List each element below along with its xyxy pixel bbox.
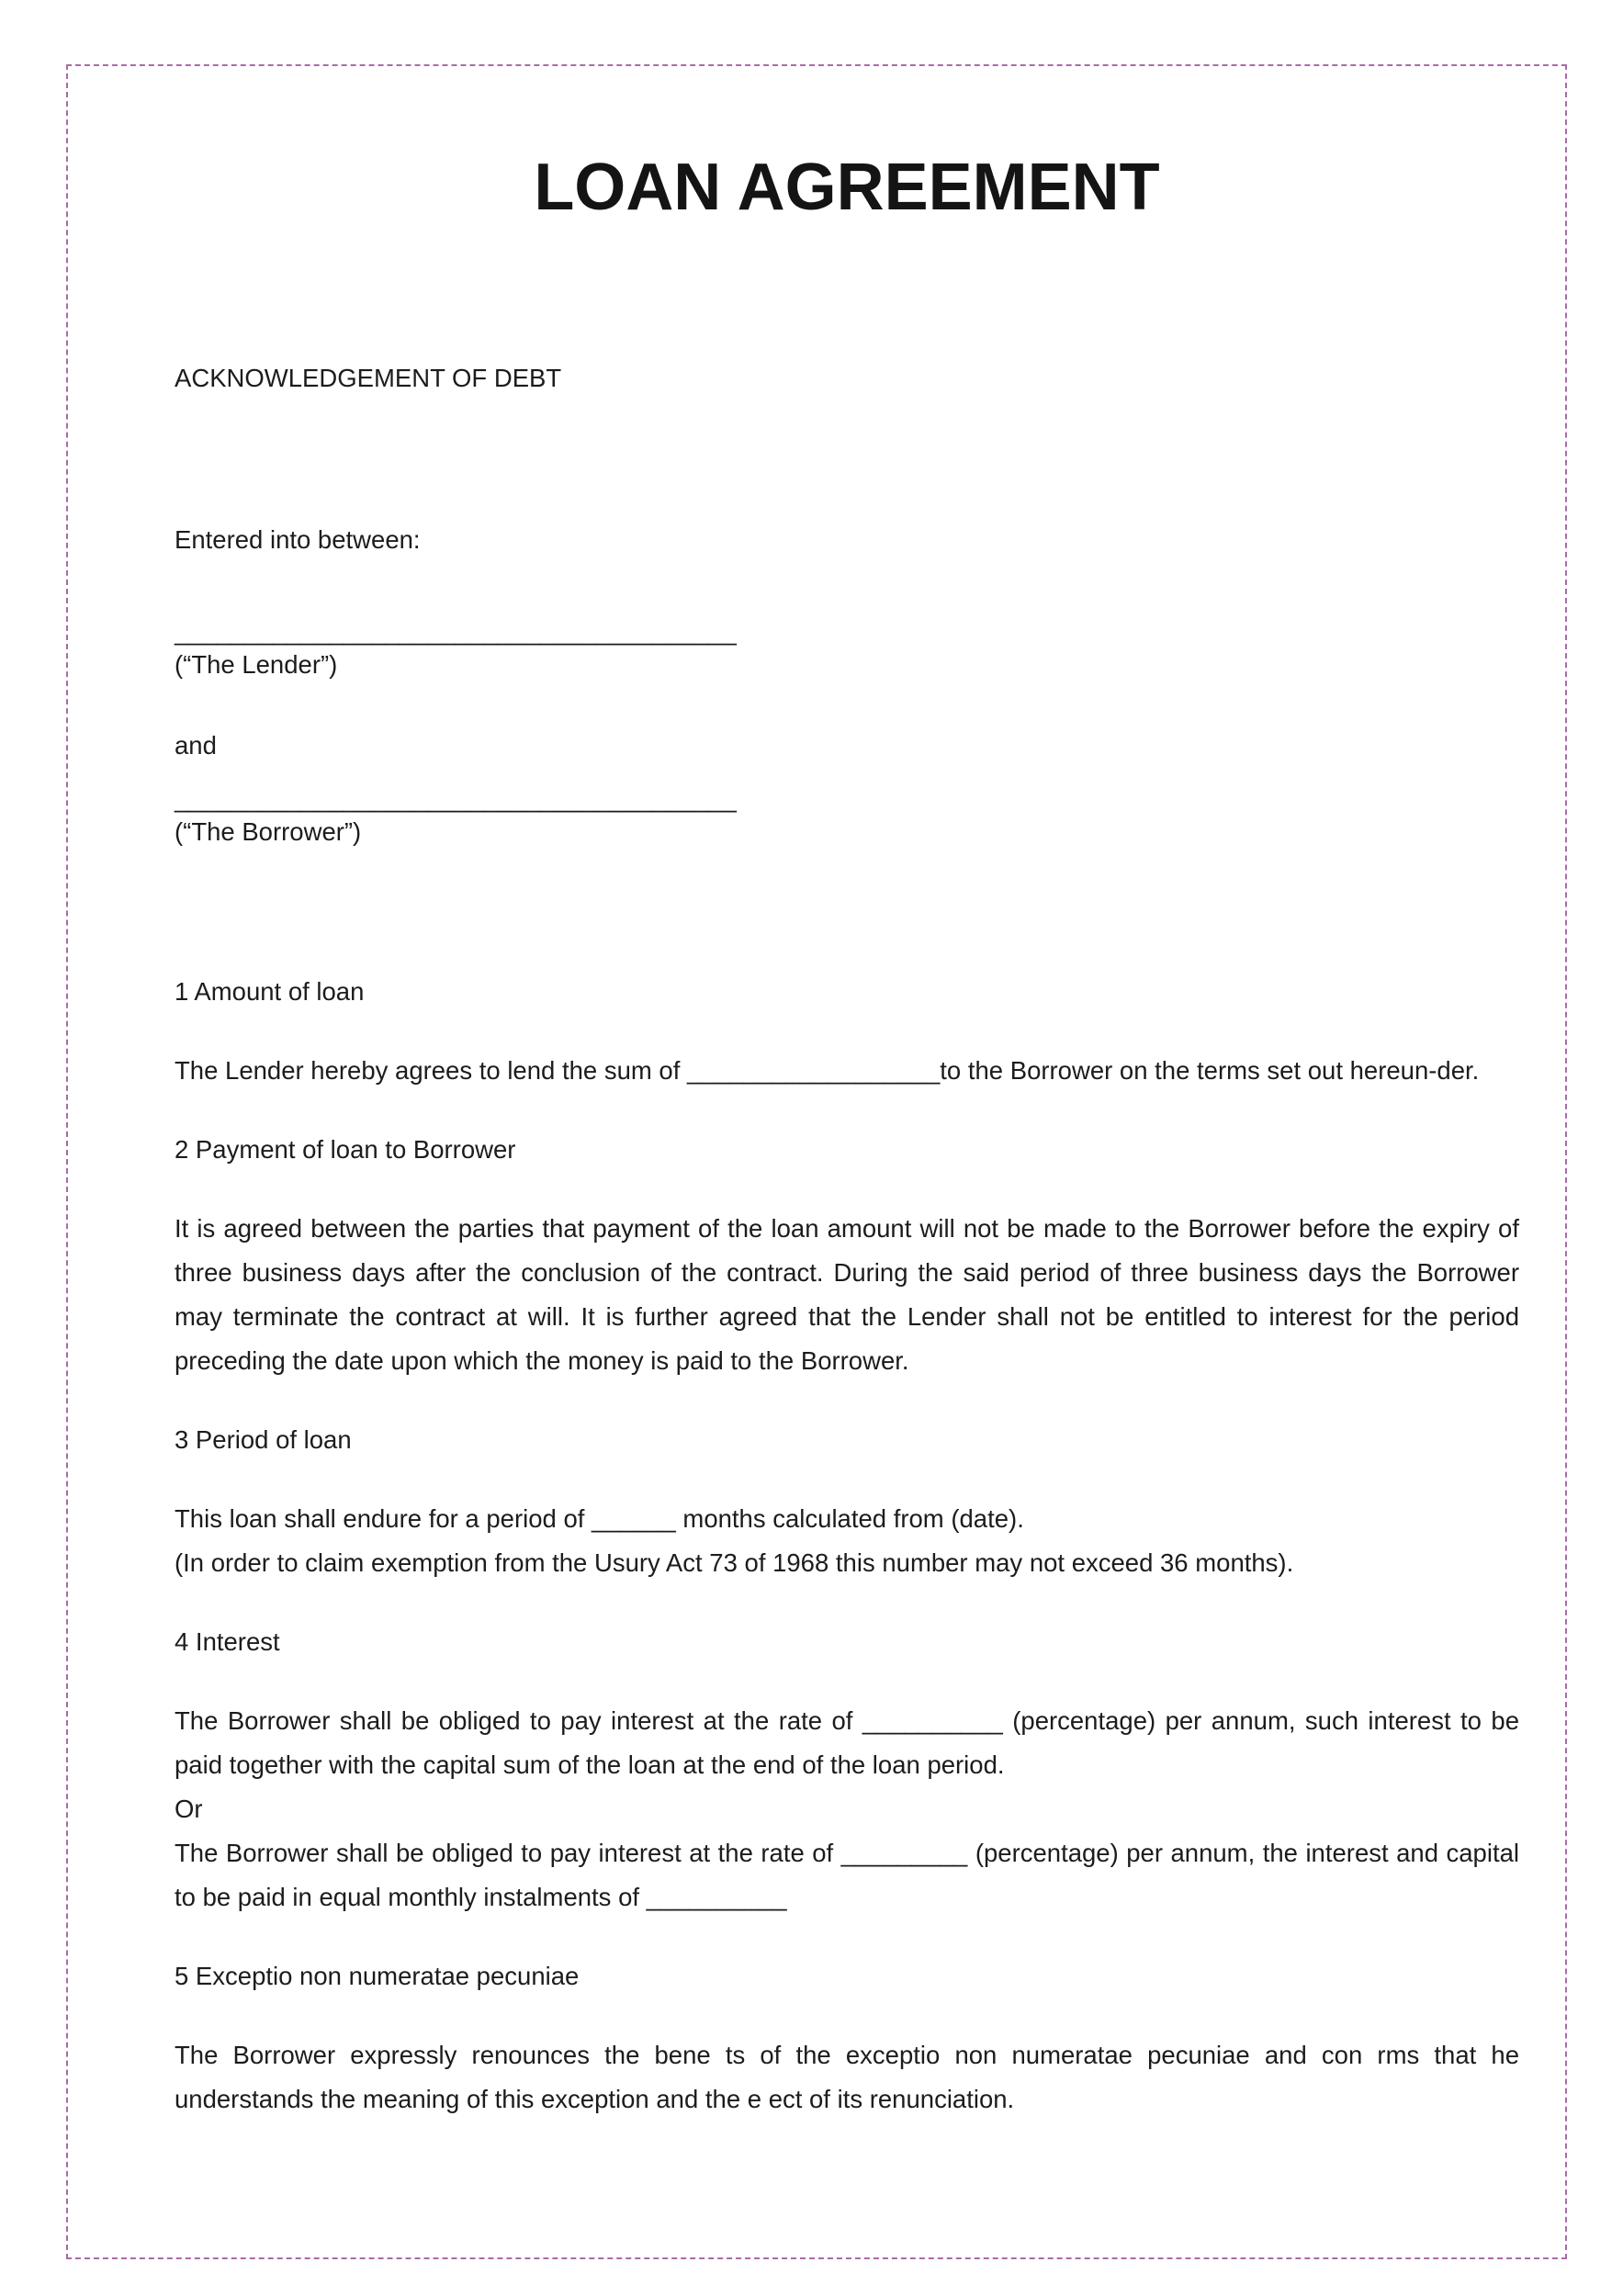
section-3-heading: 3 Period of loan: [175, 1425, 352, 1454]
and-connector: and: [175, 731, 217, 760]
section-interest: [175, 1620, 1519, 1919]
section-4-or: Or: [175, 1795, 203, 1823]
section-2-heading: 2 Payment of loan to Borrower: [175, 1135, 516, 1164]
section-1-paragraph: The Lender hereby agrees to lend the sum of __________________to the Borrower on the terms set out hereun-der.: [175, 1056, 1480, 1085]
section-2-paragraph: It is agreed between the parties that payment of the loan amount will not be made to the Borrower before the expiry of three business days after the conclusion of the contract. During the said period of three business days the Borrower may terminate the contract at will. It is further agreed that the Lender shall not be entitled to interest for the period preceding the date upon which the money is paid to the Borrower.: [175, 1214, 1519, 1375]
borrower-name-blank: ________________________________________: [175, 784, 737, 813]
section-4-heading: 4 Interest: [175, 1627, 280, 1656]
parties-intro: Entered into between:: [175, 525, 421, 554]
section-3-line-1: This loan shall endure for a period of ______ months calculated from (date).: [175, 1504, 1024, 1533]
section-5-paragraph: The Borrower expressly renounces the bene ts of the exceptio non numeratae pecuniae and con rms that he understands the meaning of this exception and the e ect of its renunciation.: [175, 2041, 1519, 2113]
document-title: LOAN AGREEMENT: [534, 151, 1160, 224]
acknowledgement-heading: ACKNOWLEDGEMENT OF DEBT: [175, 364, 562, 392]
section-payment-of-loan: [175, 1128, 1519, 1383]
lender-label: (“The Lender”): [175, 650, 338, 679]
section-4-option-2: The Borrower shall be obliged to pay interest at the rate of _________ (percentage) per annum, the interest and capital to be paid in equal monthly instalments of __________: [175, 1839, 1519, 1911]
section-5-heading: 5 Exceptio non numeratae pecuniae: [175, 1962, 580, 1990]
section-exceptio: [175, 1954, 1519, 2122]
section-period-of-loan: [175, 1418, 1519, 1585]
section-4-option-1: The Borrower shall be obliged to pay interest at the rate of __________ (percentage) per annum, such interest to be paid together with the capital sum of the loan at the end of the loan period.: [175, 1706, 1519, 1779]
section-1-heading: 1 Amount of loan: [175, 977, 365, 1006]
document-content: [175, 151, 1519, 2156]
borrower-label: (“The Borrower”): [175, 817, 362, 846]
lender-name-blank: ________________________________________: [175, 617, 737, 646]
section-3-line-2: (In order to claim exemption from the Usury Act 73 of 1968 this number may not exceed 36 months).: [175, 1548, 1294, 1577]
section-amount-of-loan: [175, 970, 1519, 1093]
